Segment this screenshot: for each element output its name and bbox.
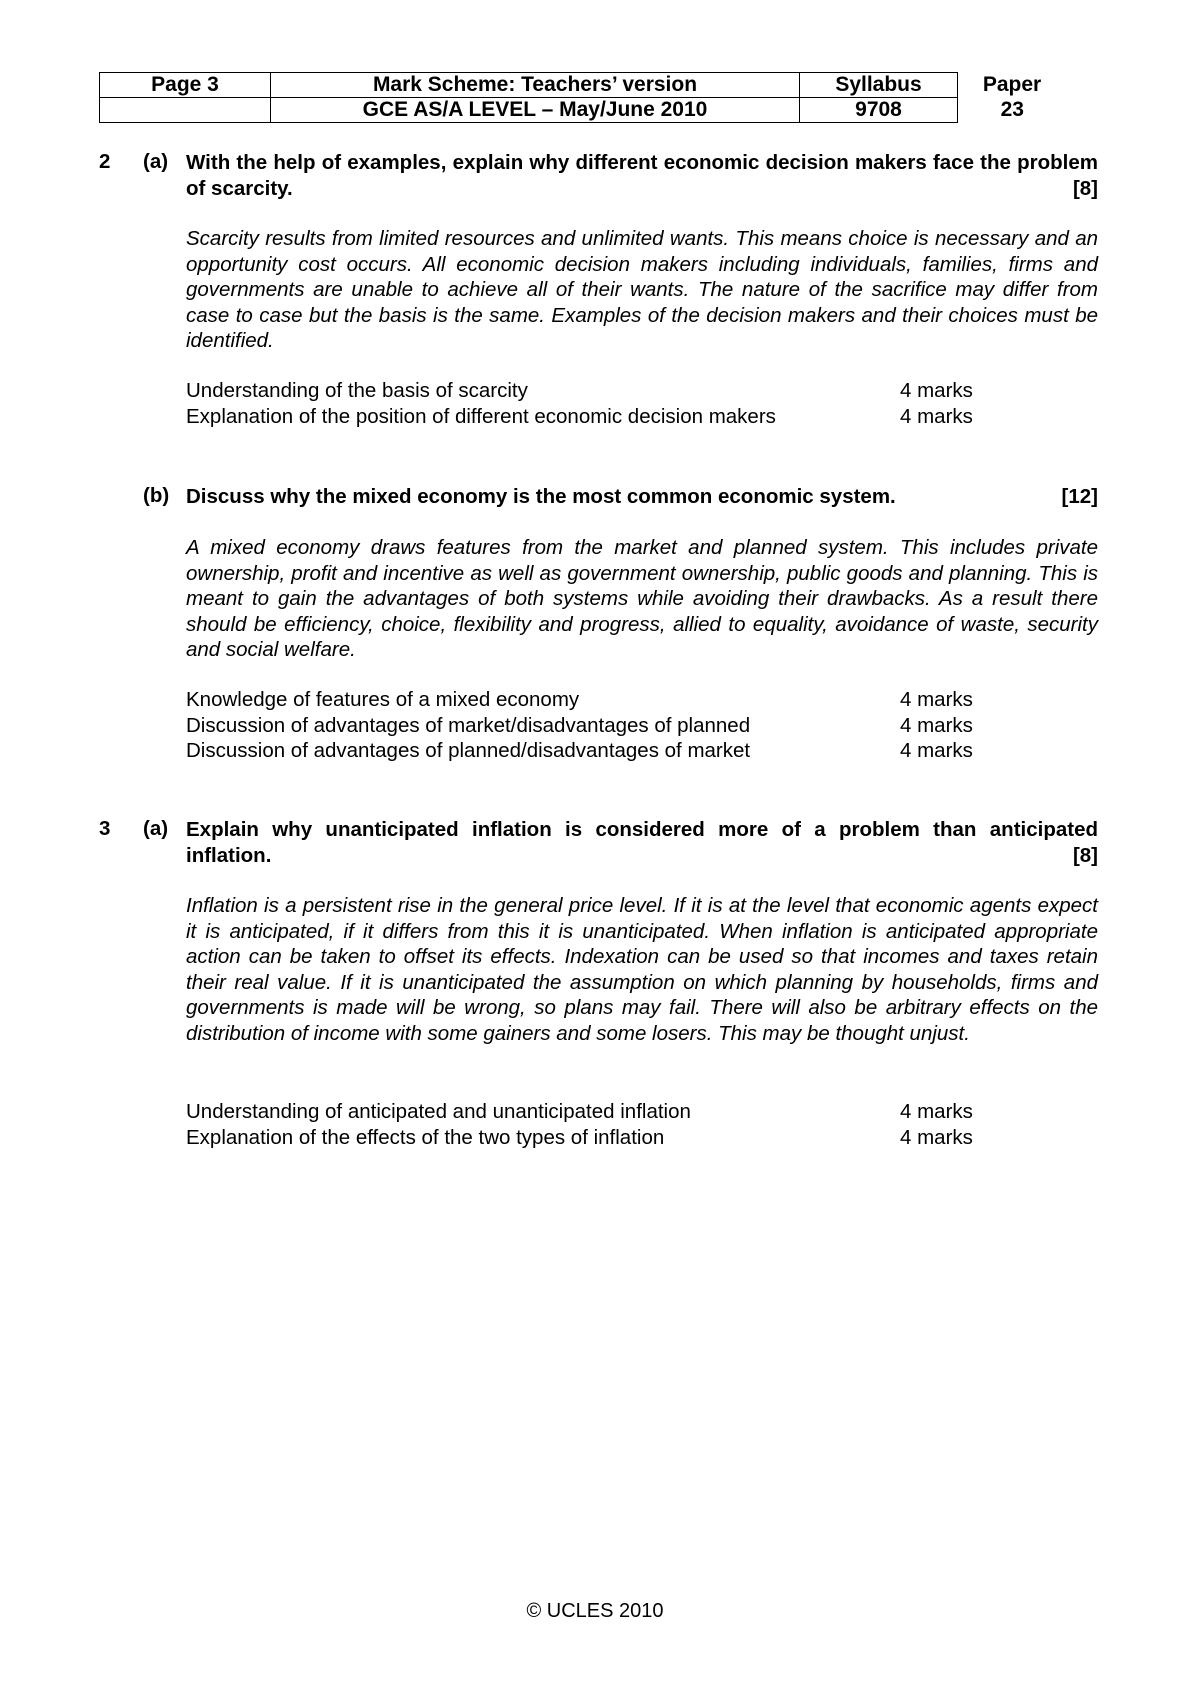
criteria-row bbox=[186, 713, 1086, 739]
part-label: (a) bbox=[143, 150, 169, 173]
criteria-row bbox=[186, 404, 1086, 430]
criteria-label: Explanation of the position of different economic decision makers bbox=[186, 404, 776, 428]
page-label: Page 3 bbox=[100, 73, 271, 98]
exam-session: GCE AS/A LEVEL – May/June 2010 bbox=[271, 98, 800, 123]
criteria-row bbox=[186, 378, 1086, 404]
criteria-label: Knowledge of features of a mixed economy bbox=[186, 688, 580, 711]
empty-cell bbox=[100, 98, 271, 123]
criteria-marks: 4 marks bbox=[900, 404, 973, 428]
mark-criteria bbox=[186, 687, 1086, 764]
criteria-marks: 4 marks bbox=[900, 688, 973, 711]
question-text: With the help of examples, explain why different economic decision makers face the problem of scarcity. bbox=[186, 151, 1098, 200]
criteria-label: Discussion of advantages of planned/disadvantages of market bbox=[186, 739, 751, 762]
header-table bbox=[99, 72, 1067, 123]
copyright-footer: © UCLES 2010 bbox=[526, 1600, 664, 1622]
marks-total: [12] bbox=[1061, 485, 1098, 508]
criteria-row bbox=[186, 687, 1086, 713]
syllabus-code: 9708 bbox=[800, 98, 958, 123]
mark-guidance: A mixed economy draws features from the market and planned system. This includes private ownership, profit and incentive as well as government ownership, public goods and planning. This is meant to gain the advantages of both systems while avoiding their drawbacks. As a result there should be efficiency, choice, flexibility and progress, allied to equality, avoidance of waste, security and social welfare. bbox=[186, 536, 1098, 661]
paper-number: 23 bbox=[1000, 98, 1024, 121]
marks-total: [8] bbox=[1072, 843, 1098, 867]
marks-total: [8] bbox=[1072, 176, 1098, 200]
mark-guidance: Scarcity results from limited resources and unlimited wants. This means choice is necessary and an opportunity cost occurs. All economic decision makers including individuals, families, firms and governments are unable to achieve all of their wants. The nature of the sacrifice may differ from case to case but the basis is the same. Examples of the decision makers and their choices must be identified. bbox=[186, 227, 1098, 352]
criteria-marks: 4 marks bbox=[900, 1125, 973, 1149]
criteria-row bbox=[186, 1099, 1086, 1125]
question-stem bbox=[186, 484, 1098, 510]
criteria-marks: 4 marks bbox=[900, 739, 973, 762]
criteria-label: Understanding of anticipated and unanticipated inflation bbox=[186, 1100, 691, 1123]
criteria-label: Understanding of the basis of scarcity bbox=[186, 379, 528, 402]
criteria-marks: 4 marks bbox=[900, 713, 973, 737]
question-number: 3 bbox=[99, 817, 111, 840]
criteria-label: Explanation of the effects of the two types of inflation bbox=[186, 1125, 665, 1149]
question-number: 2 bbox=[99, 150, 111, 173]
mark-criteria bbox=[186, 1099, 1086, 1150]
question-text: Discuss why the mixed economy is the most common economic system. bbox=[186, 485, 896, 508]
part-label: (b) bbox=[143, 484, 170, 507]
criteria-marks: 4 marks bbox=[900, 379, 973, 402]
syllabus-label: Syllabus bbox=[800, 73, 958, 98]
criteria-row bbox=[186, 1125, 1086, 1151]
criteria-label: Discussion of advantages of market/disadvantages of planned bbox=[186, 713, 751, 737]
mark-guidance: Inflation is a persistent rise in the general price level. If it is at the level that economic agents expect it is anticipated, if it differs from this it is unanticipated. When inflation is anticipated appropriate action can be taken to offset its effects. Indexation can be used so that incomes and taxes retain their real value. If it is unanticipated the assumption on which planning by households, firms and governments is made will be wrong, so plans may fail. There will also be arbitrary effects on the distribution of income with some gainers and some losers. This may be thought unjust. bbox=[186, 894, 1098, 1045]
question-stem bbox=[186, 817, 1098, 868]
mark-criteria bbox=[186, 378, 1086, 429]
document-title: Mark Scheme: Teachers’ version bbox=[271, 73, 800, 98]
paper-label: Paper bbox=[982, 73, 1042, 96]
question-text: Explain why unanticipated inflation is considered more of a problem than anticipated inflation. bbox=[186, 818, 1098, 867]
part-label: (a) bbox=[143, 817, 169, 840]
criteria-marks: 4 marks bbox=[900, 1100, 973, 1123]
question-stem bbox=[186, 150, 1098, 201]
criteria-row bbox=[186, 738, 1086, 764]
